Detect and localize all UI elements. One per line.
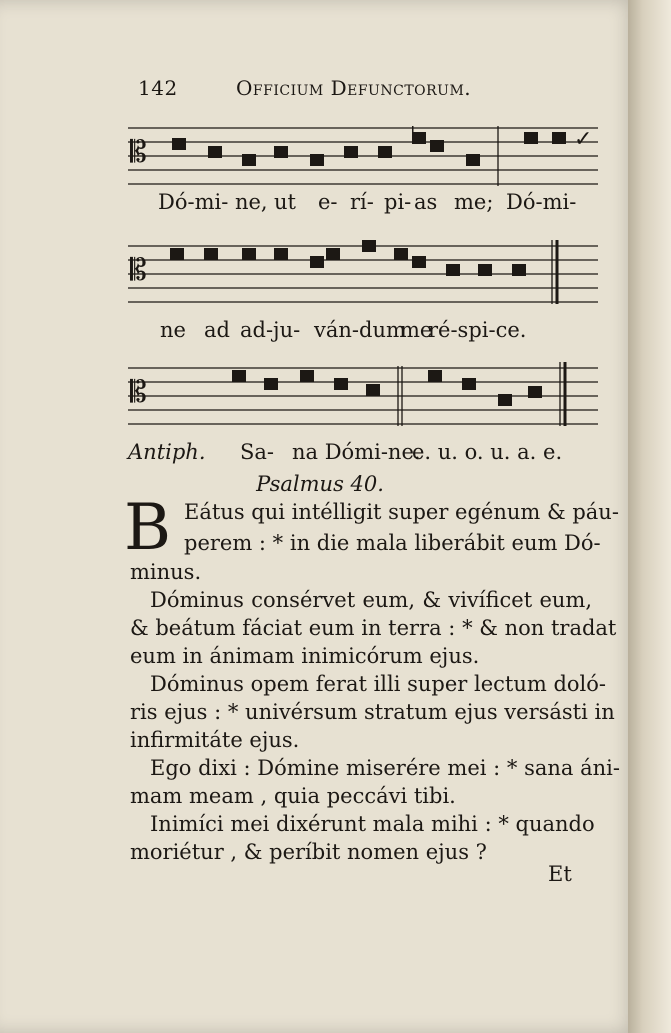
neumes-2 [130,240,526,288]
c-clef-icon: 𝄡 [130,375,147,410]
chant-lyrics-1: Dó-mi- ne, ut e- rí- pi- as me; Dó-mi- [158,190,577,214]
psalm-line-4: Dóminus consérvet eum, & vivíficet eum, [150,588,592,612]
c-clef-icon: 𝄡 [130,135,147,170]
chant-staff-3 [128,358,598,428]
psalm-line-9: infirmitáte ejus. [130,728,300,752]
chant-staff-1 [128,118,598,188]
c-clef-icon: 𝄡 [130,253,147,288]
custos-icon: ✓ [574,127,593,152]
psalm-line-6: eum in ánimam inimicórum ejus. [130,644,480,668]
chant-lyrics-3: Antiph. Sa- na Dómi-ne. e. u. o. u. a. e. [128,440,563,464]
chant-staff-2 [128,236,598,306]
running-head [138,76,608,106]
neumes-1 [130,126,592,170]
running-title: Officium Defunctorum. [236,76,472,100]
psalm-line-5: & beátum fáciat eum in terra : * & non tradat [130,616,617,640]
psalm-line-8: ris ejus : * univérsum stratum ejus versásti in [130,700,615,724]
psalm-line-12: Inimíci mei dixérunt mala mihi : * quando [150,812,595,836]
drop-cap: B [124,491,172,565]
psalm-title: Psalmus 40. [256,472,384,496]
book-spine [628,0,671,1033]
psalm-line-1: Eátus qui intélligit super egénum & páu- [184,500,619,524]
psalm-line-3: minus. [130,560,202,584]
page-number: 142 [138,76,178,100]
psalm-line-13: moriétur , & períbit nomen ejus ? [130,840,487,864]
catchword: Et [548,862,572,886]
antiphon-label: Antiph. [128,440,206,464]
psalm-line-11: mam meam , quia peccávi tibi. [130,784,456,808]
psalm-line-10: Ego dixi : Dómine miserére mei : * sana áni- [150,756,620,780]
neumes-3 [130,370,542,410]
psalm-line-2: perem : * in die mala liberábit eum Dó- [184,531,601,555]
psalm-line-7: Dóminus opem ferat illi super lectum doló- [150,672,607,696]
chant-lyrics-2: ne ad ad-ju- ván-dum me ré-spi-ce. [160,318,527,342]
